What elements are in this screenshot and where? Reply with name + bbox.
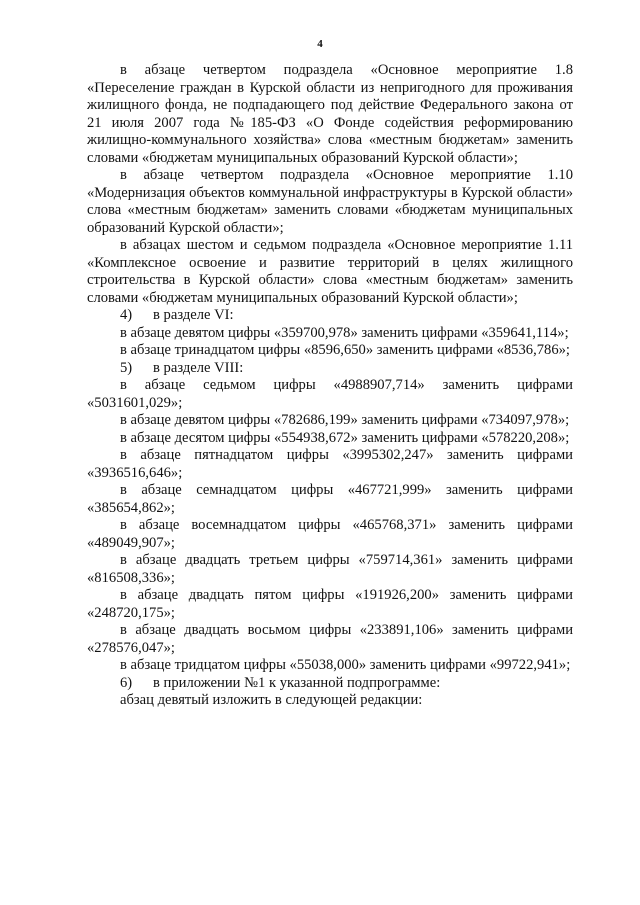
paragraph: в абзацах шестом и седьмом подраздела «Основное мероприятие 1.11 «Комплексное освоение и развитие территорий в целях жилищного строительства в Курской области» слова «местным бюджетам» заменить словами «бюджетам муниципальных образований Курской области»; bbox=[87, 237, 573, 306]
paragraph: в абзаце семнадцатом цифры «467721,999» заменить цифрами «385654,862»; bbox=[87, 482, 573, 516]
list-item bbox=[87, 360, 573, 378]
paragraph: в абзаце девятом цифры «359700,978» заменить цифрами «359641,114»; bbox=[120, 324, 569, 341]
paragraph: абзац девятый изложить в следующей редакции: bbox=[120, 692, 423, 708]
paragraph: в абзаце четвертом подраздела «Основное мероприятие 1.8 «Переселение граждан в Курской области из непригодного для проживания жилищного фонда, не подпадающего под действие Федерального закона от 21 июля 2007 года №185-ФЗ «О Фонде содействия реформированию жилищно-коммунального хозяйства» слова «местным бюджетам» заменить словами «бюджетам муниципальных образований Курской области»; bbox=[87, 62, 573, 166]
list-item-number: 5) bbox=[120, 359, 133, 376]
paragraph: в абзаце двадцать пятом цифры «191926,200» заменить цифрами «248720,175»; bbox=[87, 587, 573, 621]
list-item bbox=[87, 675, 573, 693]
paragraph: в абзаце девятом цифры «782686,199» заменить цифрами «734097,978»; bbox=[120, 412, 570, 428]
document-body bbox=[87, 62, 573, 710]
paragraph: в абзаце тридцатом цифры «55038,000» заменить цифрами «99722,941»; bbox=[120, 657, 571, 673]
list-item-number: 4) bbox=[120, 307, 133, 323]
list-item bbox=[87, 307, 573, 325]
paragraph: в абзаце тринадцатом цифры «8596,650» заменить цифрами «8536,786»; bbox=[120, 342, 570, 358]
list-item-text: в разделе VI: bbox=[153, 307, 234, 323]
paragraph: в абзаце седьмом цифры «4988907,714» заменить цифрами «5031601,029»; bbox=[87, 377, 573, 411]
page-number: 4 bbox=[317, 38, 323, 50]
list-item-text: в разделе VIII: bbox=[153, 359, 244, 376]
paragraph: в абзаце двадцать восьмом цифры «233891,106» заменить цифрами «278576,047»; bbox=[87, 622, 573, 656]
paragraph: в абзаце двадцать третьем цифры «759714,361» заменить цифрами «816508,336»; bbox=[87, 552, 573, 586]
paragraph: в абзаце пятнадцатом цифры «3995302,247» заменить цифрами «3936516,646»; bbox=[87, 447, 573, 481]
paragraph: в абзаце восемнадцатом цифры «465768,371» заменить цифрами «489049,907»; bbox=[87, 517, 573, 551]
paragraph: в абзаце четвертом подраздела «Основное мероприятие 1.10 «Модернизация объектов коммунальной инфраструктуры в Курской области» слова «местным бюджетам» заменить словами «бюджетам муниципальных образований Курской области»; bbox=[87, 167, 573, 236]
paragraph: в абзаце десятом цифры «554938,672» заменить цифрами «578220,208»; bbox=[120, 429, 570, 446]
list-item-text: в приложении №1 к указанной подпрограмме: bbox=[153, 674, 441, 691]
list-item-number: 6) bbox=[120, 674, 133, 691]
